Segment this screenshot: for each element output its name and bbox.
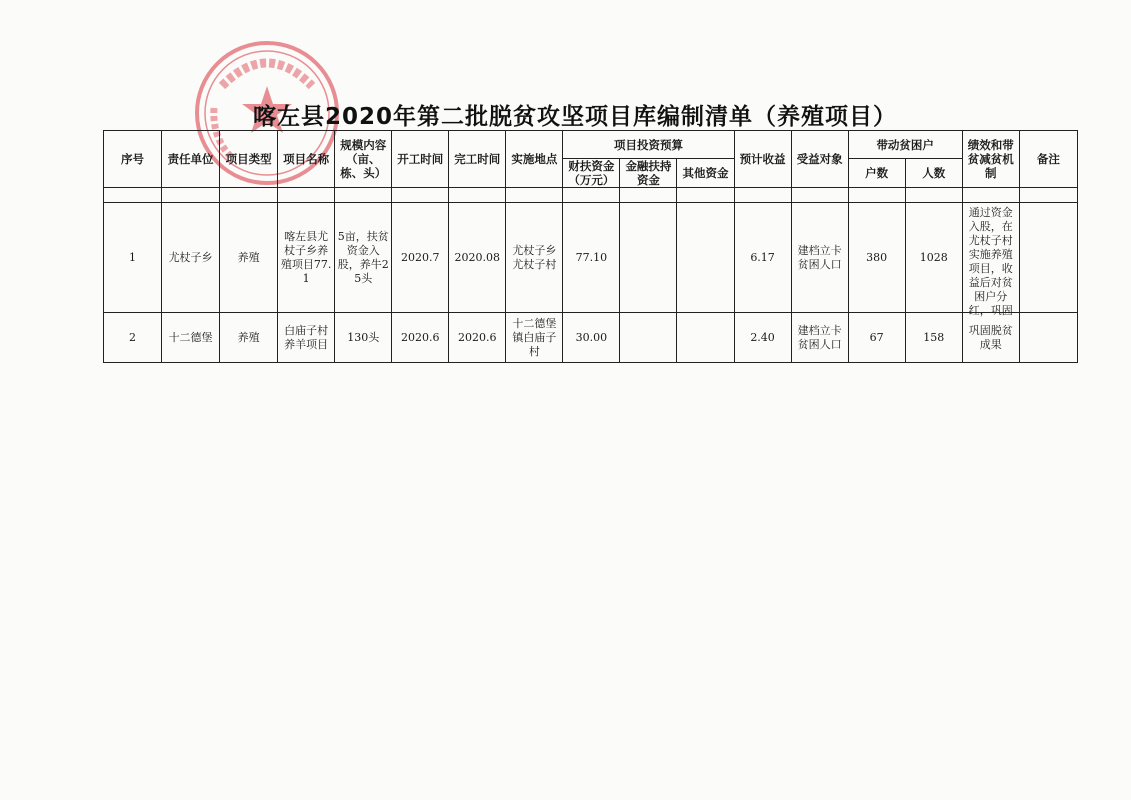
header-remarks: 备注 <box>1019 131 1077 188</box>
header-beneficiary: 受益对象 <box>791 131 848 188</box>
header-other: 其他资金 <box>677 159 734 188</box>
project-table <box>103 130 1078 363</box>
header-name: 项目名称 <box>278 131 335 188</box>
document-title: 喀左县2020年第二批脱贫攻坚项目库编制清单（养殖项目） <box>252 104 897 130</box>
cell-start: 2020.6 <box>392 313 449 363</box>
spacer-row <box>104 188 1078 203</box>
cell-unit: 十二德堡 <box>162 313 220 363</box>
cell-end: 2020.08 <box>449 203 506 313</box>
cell-mechanism-wrap <box>962 203 1019 317</box>
cell-scale: 130头 <box>335 313 392 363</box>
cell-other <box>677 313 734 363</box>
cell-unit: 尤杖子乡 <box>162 203 220 313</box>
cell-income: 2.40 <box>734 313 791 363</box>
cell-fiscal: 30.00 <box>563 313 620 363</box>
header-people: 人数 <box>905 159 962 188</box>
cell-other <box>677 203 734 313</box>
header-finance: 金融扶持资金 <box>620 159 677 188</box>
cell-households: 67 <box>848 313 905 363</box>
cell-location: 尤杖子乡尤杖子村 <box>506 203 563 313</box>
cell-remarks <box>1019 203 1077 313</box>
cell-type: 养殖 <box>220 203 278 313</box>
cell-mechanism: 巩固脱贫成果 <box>962 313 1019 363</box>
header-unit: 责任单位 <box>162 131 220 188</box>
cell-scale: 5亩，扶贫资金入股，养牛25头 <box>335 203 392 313</box>
cell-mechanism: 通过资金入股，在尤杖子村实施养殖项目，收益后对贫困户分红，巩固 <box>968 205 1013 317</box>
cell-income: 6.17 <box>734 203 791 313</box>
cell-people: 158 <box>905 313 962 363</box>
cell-beneficiary: 建档立卡贫困人口 <box>791 203 848 313</box>
cell-seq: 2 <box>104 313 162 363</box>
cell-type: 养殖 <box>220 313 278 363</box>
header-poor-group: 带动贫困户 <box>848 131 962 159</box>
cell-people: 1028 <box>905 203 962 313</box>
cell-remarks <box>1019 313 1077 363</box>
header-fiscal: 财扶资金（万元） <box>563 159 620 188</box>
cell-fiscal: 77.10 <box>563 203 620 313</box>
cell-beneficiary: 建档立卡贫困人口 <box>791 313 848 363</box>
header-start: 开工时间 <box>392 131 449 188</box>
header-seq: 序号 <box>104 131 162 188</box>
table-row <box>104 313 1078 363</box>
cell-start: 2020.7 <box>392 203 449 313</box>
cell-households: 380 <box>848 203 905 313</box>
header-location: 实施地点 <box>506 131 563 188</box>
header-households: 户数 <box>848 159 905 188</box>
cell-finance <box>620 203 677 313</box>
header-end: 完工时间 <box>449 131 506 188</box>
cell-end: 2020.6 <box>449 313 506 363</box>
cell-location: 十二德堡镇白庙子村 <box>506 313 563 363</box>
cell-name: 喀左县尤杖子乡养殖项目77.1 <box>278 203 335 313</box>
cell-finance <box>620 313 677 363</box>
header-income: 预计收益 <box>734 131 791 188</box>
header-type: 项目类型 <box>220 131 278 188</box>
header-mechanism: 绩效和带贫减贫机制 <box>962 131 1019 188</box>
table-row <box>104 203 1078 313</box>
header-budget-group: 项目投资预算 <box>563 131 734 159</box>
header-scale: 规模内容（亩、栋、头） <box>335 131 392 188</box>
cell-name: 白庙子村养羊项目 <box>278 313 335 363</box>
cell-seq: 1 <box>104 203 162 313</box>
